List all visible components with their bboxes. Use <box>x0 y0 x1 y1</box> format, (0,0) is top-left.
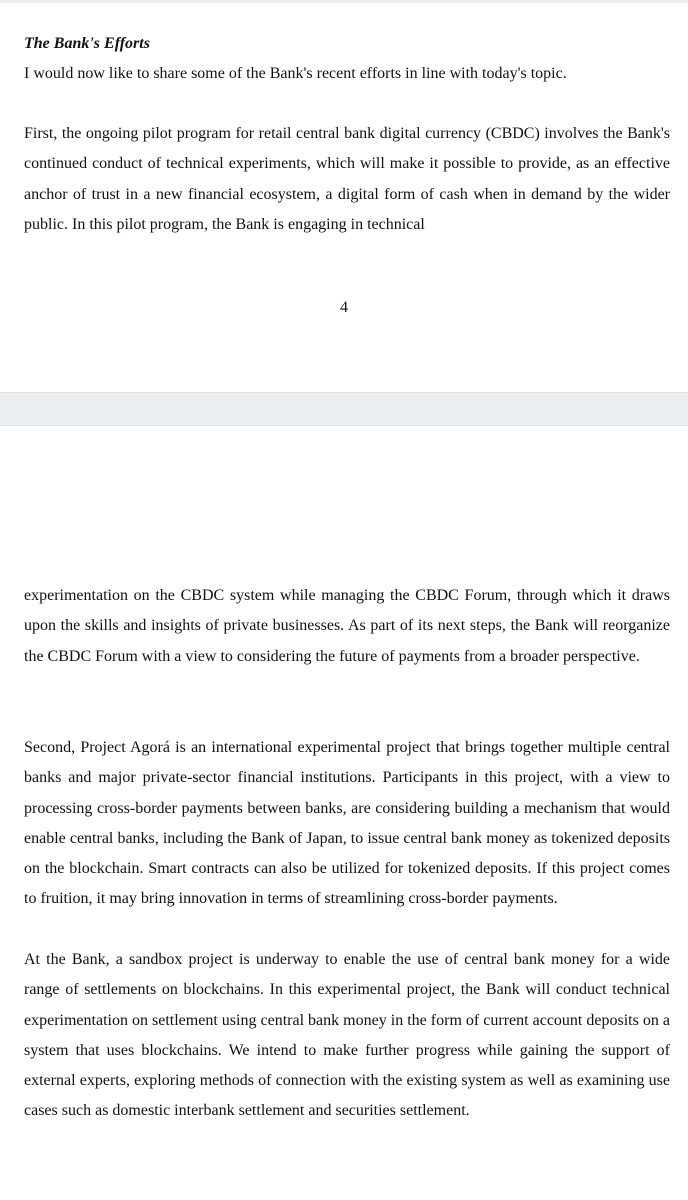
page-5 <box>0 426 688 1200</box>
section-heading: The Bank's Efforts <box>24 35 150 52</box>
page-number: 4 <box>340 299 348 316</box>
first-paragraph: First, the ongoing pilot program for retail central bank digital currency (CBDC) involves the Bank's continued conduct of technical experiments, which will make it possible to provide, as an effective anchor of trust in a new financial ecosystem, a digital form of cash when in demand by the wider public. In this pilot program, the Bank is engaging in technical <box>24 125 670 233</box>
page-separator <box>0 392 688 426</box>
continued-paragraph: experimentation on the CBDC system while managing the CBDC Forum, through which it draws upon the skills and insights of private businesses. As part of its next steps, the Bank will reorganize the CBDC Forum with a view to considering the future of payments from a broader perspective. <box>24 587 670 665</box>
page-4 <box>0 0 688 392</box>
intro-paragraph: I would now like to share some of the Bank's recent efforts in line with today's topic. <box>24 65 567 82</box>
third-paragraph: At the Bank, a sandbox project is underway to enable the use of central bank money for a wide range of settlements on blockchains. In this experimental project, the Bank will conduct technical experimentation on settlement using central bank money in the form of current account deposits on a system that uses blockchains. We intend to make further progress while gaining the support of external experts, exploring methods of connection with the existing system as well as examining use cases such as domestic interbank settlement and securities settlement. <box>24 951 670 1120</box>
second-paragraph: Second, Project Agorá is an international experimental project that brings together multiple central banks and major private-sector financial institutions. Participants in this project, with a view to processing cross-border payments between banks, are considering building a mechanism that would enable central banks, including the Bank of Japan, to issue central bank money as tokenized deposits on the blockchain. Smart contracts can also be utilized for tokenized deposits. If this project comes to fruition, it may bring innovation in terms of streamlining cross-border payments. <box>24 739 670 908</box>
